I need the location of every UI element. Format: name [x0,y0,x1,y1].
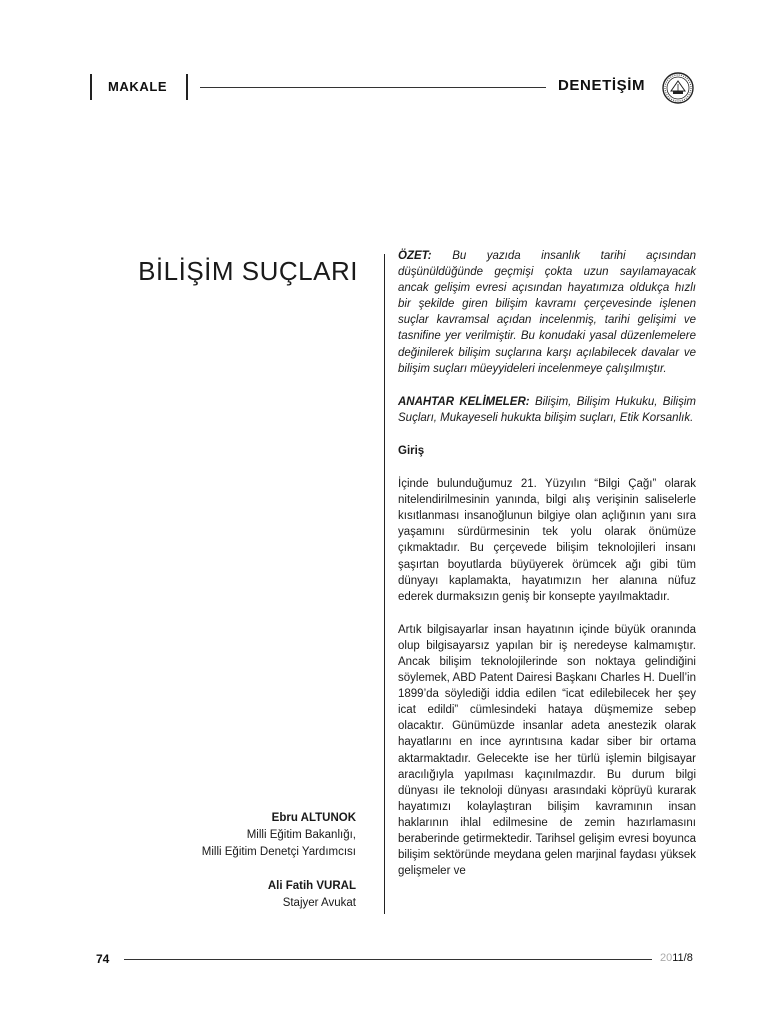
issue-rest: 11/8 [672,952,693,964]
article-title: BİLİŞİM SUÇLARI [138,256,358,286]
author-affiliation: Milli Eğitim Bakanlığı, [246,829,356,841]
issue-number [660,952,693,964]
journal-brand: DENETİŞİM [558,77,646,94]
author-name: Ebru ALTUNOK [271,812,356,824]
abstract [398,248,696,377]
issue-prefix: 20 [660,952,673,964]
abstract-label: ÖZET: [398,250,432,262]
author-block [56,810,356,912]
section-label: MAKALE [108,79,168,94]
section-heading: Giriş [398,444,425,457]
paragraph: Artık bilgisayarlar insan hayatının içinde büyük oranında olup bilgisayarsız yapılan bir iş neredeyse kalmamıştır. Ancak bilişim teknolojilerinde son noktaya gelindiğini söylemek, ABD Patent Dairesi Başkanı Charles H. Duell’in 1899’da söylediği iddia edilen “icat edilebilecek her şey icat edildi” cümlesindeki hataya düşmemize sebep olacaktır. Günümüzde insanlar adeta anestezik olarak hayatlarını en ince ayrıntısına kadar siber bir ortama aktarmaktadır. Gelecekte ise her türlü işlemin bilgisayar aracılığıyla yapılması kaçınılmazdır. Bu durum bilgi dünyası ile teknoloji dünyası arasındaki köprüyü kurarak hayatımızı kolaylaştıran bilişim kavramının insan haklarının ihlal edilmesine de zemin hazırlamasını beraberinde getirmektedir. Tarihsel gelişim evresi boyunca bilişim sektöründe meydana gelen marjinal faydası yüksek gelişmeler ve [398,623,696,878]
page-number: 74 [96,952,110,966]
keywords [398,394,696,426]
footer-rule [124,959,652,960]
header-left-bar [90,74,92,100]
author-affiliation: Milli Eğitim Denetçi Yardımcısı [201,846,356,858]
abstract-text: Bu yazıda insanlık tarihi açısından düşünüldüğünde geçmişi çokta uzun sayılamayacak ancak gelişim evresi açısından hayatımıza oldukça hızlı bir şekilde giren bilişim kavramı çerçevesinde işlenen suçlar kavramsal açıdan incelenmiş, tarihi gelişimi ve tasnifine yer verilmiştir. Bu konudaki yasal düzenlemelere değinilerek bilişim suçlarına karşı açılabilecek davalar ve bilişim suçları müeyyideleri incelenmeye çalışılmıştır. [398,250,696,375]
author-affiliation: Stajyer Avukat [282,897,356,909]
author-name: Ali Fatih VURAL [267,880,356,892]
header-divider-bar [186,74,188,100]
circular-seal-icon [662,72,694,104]
keywords-label: ANAHTAR KELİMELER: [398,395,530,408]
keywords-text: Bilişim, Bilişim Hukuku, Bilişim Suçları, Mukayeseli hukukta bilişim suçları, Etik Korsanlık. [398,395,696,424]
article-body [398,248,696,879]
header-rule [200,87,546,88]
paragraph: İçinde bulunduğumuz 21. Yüzyılın “Bilgi Çağı” olarak nitelendirilmesinin yanında, bilgi alış verişinin saliselerle kısıtlanması insanoğlunun bilgiye olan açlığının yanı sıra yaşamını sürdürmesinin tek yolu olarak önümüze çıkmaktadır. Bu çerçevede bilişim teknolojileri insanı şaşırtan boyutlarda büyüyerek örümcek ağı gibi tüm dünyayı kaplamakta, hayatımızın her alanına nüfuz ederek durmaksızın geniş bir konsepte yayılmaktadır. [398,478,696,603]
column-divider [384,254,385,914]
